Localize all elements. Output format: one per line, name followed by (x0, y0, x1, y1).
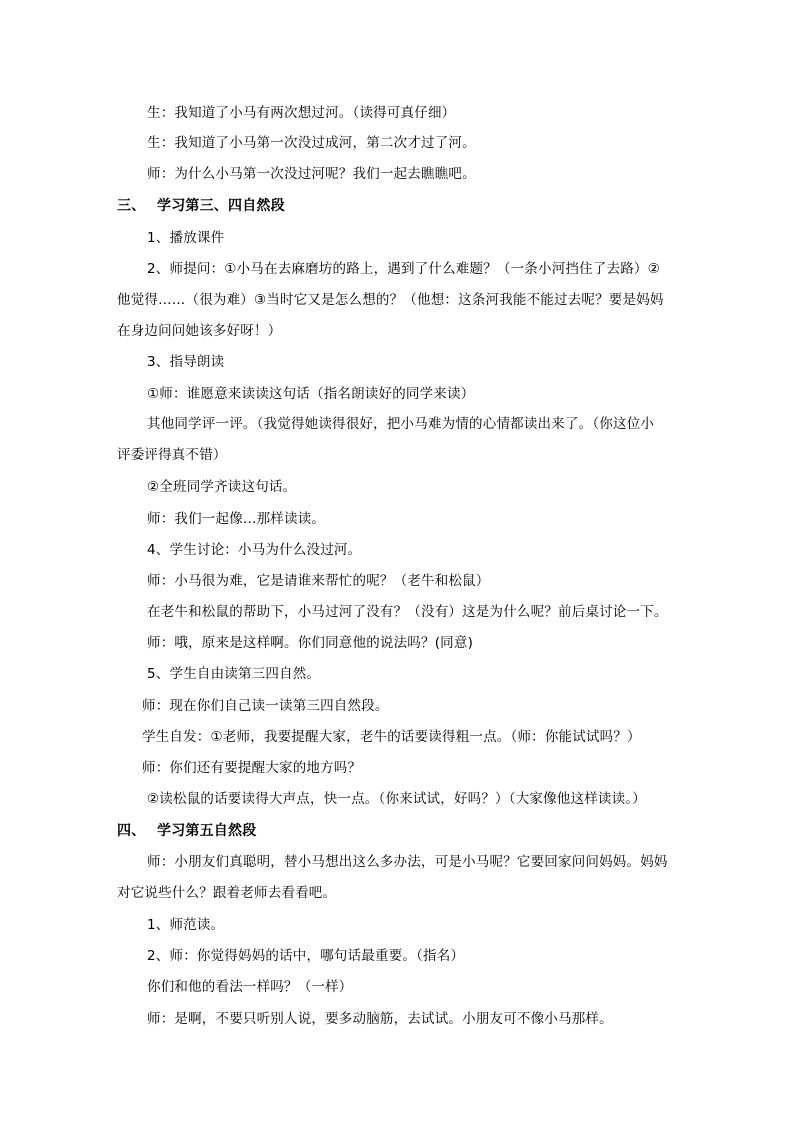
paragraph-line: 评委评得真不错） (117, 447, 227, 463)
section-heading-4 (117, 822, 256, 840)
paragraph-line: 他觉得……（很为难）③当时它又是怎么想的？（他想：这条河我能不能过去呢？要是妈妈 (117, 292, 664, 308)
paragraph-line: 师：我们一起像…那样读读。 (147, 511, 326, 527)
paragraph-line: 5、学生自由读第三四自然。 (147, 666, 321, 682)
paragraph-line: 师：是啊，不要只听别人说，要多动脑筋，去试试。小朋友可不像小马那样。 (147, 1011, 613, 1027)
paragraph-line: 4、学生讨论：小马为什么没过河。 (147, 542, 362, 558)
paragraph-line: 师：小马很为难，它是请谁来帮忙的呢？（老牛和松鼠） (147, 573, 490, 589)
paragraph-line: 2、师提问：①小马在去麻磨坊的路上，遇到了什么难题？（一条小河挡住了去路）② (147, 261, 660, 277)
paragraph-line: 对它说些什么？跟着老师去看看吧。 (117, 885, 337, 901)
paragraph-line: 师：现在你们自己读一读第三四自然段。 (142, 698, 389, 714)
paragraph-line: 3、指导朗读 (147, 354, 225, 370)
paragraph-line: 1、师范读。 (147, 917, 225, 933)
paragraph-line: 师：为什么小马第一次没过河呢？我们一起去瞧瞧吧。 (147, 166, 476, 182)
section-heading-3 (117, 197, 285, 215)
paragraph-line: 其他同学评一评。（我觉得她读得很好，把小马难为情的心情都读出来了。（你这位小 (147, 416, 655, 432)
paragraph-line: 学生自发：①老师，我要提醒大家，老牛的话要读得粗一点。（师：你能试试吗？） (142, 729, 641, 745)
paragraph-line: 你们和他的看法一样吗？（一样） (147, 979, 353, 995)
paragraph-line: ②全班同学齐读这句话。 (147, 479, 297, 495)
paragraph-line: 在老牛和松鼠的帮助下，小马过河了没有？（没有）这是为什么呢？前后桌讨论一下。 (147, 604, 668, 620)
paragraph-line: 师：哦，原来是这样啊。你们同意他的说法吗？(同意) (147, 635, 474, 651)
section-title: 学习第五自然段 (157, 823, 257, 839)
section-number: 三、 (117, 198, 146, 214)
paragraph-line: ②读松鼠的话要读得大声点，快一点。（你来试试，好吗？）（大家像他这样读读。） (147, 791, 646, 807)
section-title: 学习第三、四自然段 (157, 198, 285, 214)
paragraph-line: 师：小朋友们真聪明，替小马想出这么多办法，可是小马呢？它要回家问问妈妈。妈妈 (147, 854, 668, 870)
paragraph-line: 师：你们还有要提醒大家的地方吗？ (142, 760, 362, 776)
section-number: 四、 (117, 823, 146, 839)
paragraph-line: 1、播放课件 (147, 230, 225, 246)
paragraph-line: 2、师：你觉得妈妈的话中，哪句话最重要。（指名） (147, 948, 465, 964)
paragraph-line: ①师：谁愿意来读读这句话（指名朗读好的同学来读） (147, 386, 475, 402)
paragraph-line: 生：我知道了小马有两次想过河。（读得可真仔细） (147, 105, 456, 121)
paragraph-line: 生：我知道了小马第一次没过成河，第二次才过了河。 (147, 135, 476, 151)
paragraph-line: 在身边问问她该多好呀！） (117, 323, 282, 339)
